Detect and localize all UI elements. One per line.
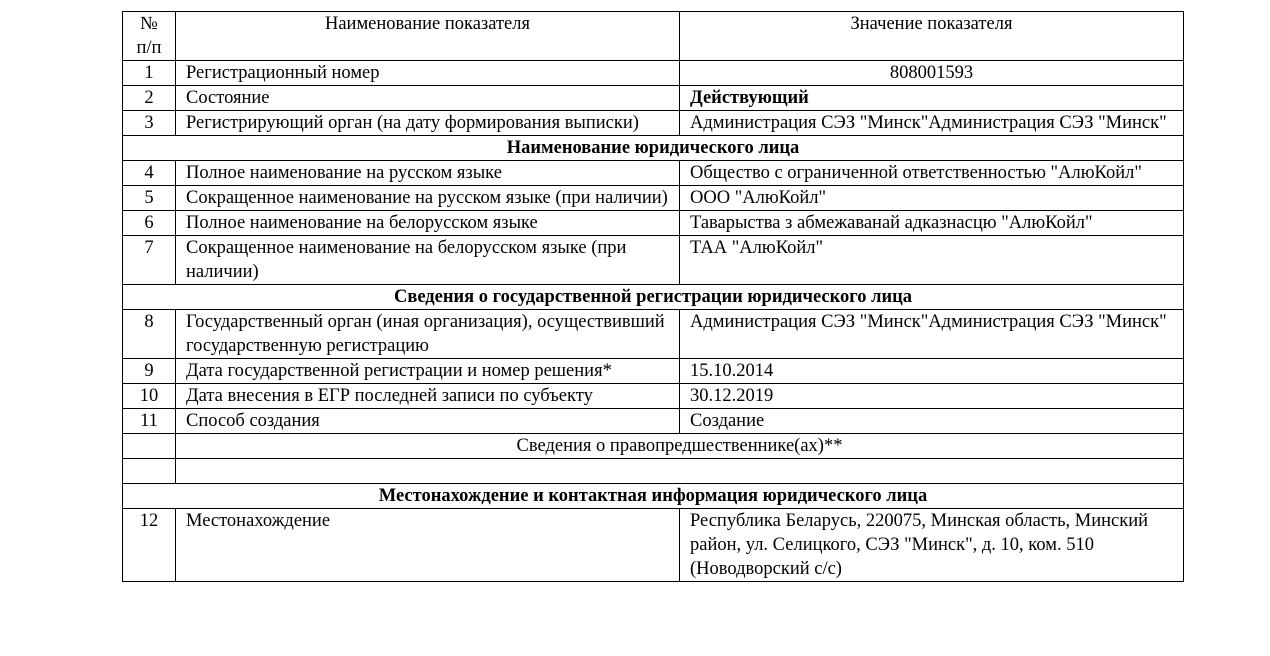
blank-row — [123, 459, 1184, 484]
header-indicator-value: Значение показателя — [680, 12, 1184, 61]
row-value: Таварыства з абмежаванай адказнасцю "АлюКойл" — [680, 211, 1184, 236]
row-value: Администрация СЭЗ "Минск"Администрация СЭЗ "Минск" — [680, 111, 1184, 136]
section-location-contacts: Местонахождение и контактная информация юридического лица — [123, 484, 1184, 509]
table-row — [123, 509, 1184, 582]
table-header-row — [123, 12, 1184, 61]
header-indicator-name: Наименование показателя — [176, 12, 680, 61]
row-value: 30.12.2019 — [680, 384, 1184, 409]
row-indicator: Полное наименование на белорусском языке — [176, 211, 680, 236]
table-row — [123, 186, 1184, 211]
subsection-row — [123, 434, 1184, 459]
row-number: 2 — [123, 86, 176, 111]
row-number: 3 — [123, 111, 176, 136]
table-row — [123, 409, 1184, 434]
table-row — [123, 111, 1184, 136]
section-state-registration: Сведения о государственной регистрации юридического лица — [123, 285, 1184, 310]
row-value: 15.10.2014 — [680, 359, 1184, 384]
section-row — [123, 484, 1184, 509]
table-row — [123, 61, 1184, 86]
section-row — [123, 285, 1184, 310]
empty-cell — [123, 434, 176, 459]
row-indicator: Способ создания — [176, 409, 680, 434]
subsection-predecessors: Сведения о правопредшественнике(ах)** — [176, 434, 1184, 459]
row-indicator: Регистрирующий орган (на дату формирования выписки) — [176, 111, 680, 136]
row-indicator: Регистрационный номер — [176, 61, 680, 86]
row-value: Администрация СЭЗ "Минск"Администрация СЭЗ "Минск" — [680, 310, 1184, 359]
row-number: 4 — [123, 161, 176, 186]
row-value: Действующий — [680, 86, 1184, 111]
table-row — [123, 86, 1184, 111]
empty-cell — [176, 459, 1184, 484]
row-number: 6 — [123, 211, 176, 236]
row-indicator: Государственный орган (иная организация), осуществивший государственную регистрацию — [176, 310, 680, 359]
row-value: ТАА "АлюКойл" — [680, 236, 1184, 285]
row-indicator: Сокращенное наименование на белорусском языке (при наличии) — [176, 236, 680, 285]
row-indicator: Полное наименование на русском языке — [176, 161, 680, 186]
table-row — [123, 211, 1184, 236]
table-row — [123, 310, 1184, 359]
table-row — [123, 161, 1184, 186]
row-indicator: Сокращенное наименование на русском языке (при наличии) — [176, 186, 680, 211]
table-row — [123, 359, 1184, 384]
row-value: 808001593 — [680, 61, 1184, 86]
row-value: Общество с ограниченной ответственностью "АлюКойл" — [680, 161, 1184, 186]
row-value: ООО "АлюКойл" — [680, 186, 1184, 211]
section-legal-name: Наименование юридического лица — [123, 136, 1184, 161]
section-row — [123, 136, 1184, 161]
row-number: 10 — [123, 384, 176, 409]
row-value: Создание — [680, 409, 1184, 434]
row-number: 7 — [123, 236, 176, 285]
row-number: 5 — [123, 186, 176, 211]
table-row — [123, 236, 1184, 285]
row-number: 11 — [123, 409, 176, 434]
row-number: 12 — [123, 509, 176, 582]
row-value: Республика Беларусь, 220075, Минская область, Минский район, ул. Селицкого, СЭЗ "Минск", д. 10, ком. 510 (Новодворский с/с) — [680, 509, 1184, 582]
row-indicator: Местонахождение — [176, 509, 680, 582]
row-indicator: Состояние — [176, 86, 680, 111]
row-indicator: Дата государственной регистрации и номер решения* — [176, 359, 680, 384]
row-number: 8 — [123, 310, 176, 359]
egr-extract-table — [122, 11, 1184, 582]
row-number: 1 — [123, 61, 176, 86]
empty-cell — [123, 459, 176, 484]
row-number: 9 — [123, 359, 176, 384]
header-number: № п/п — [123, 12, 176, 61]
row-indicator: Дата внесения в ЕГР последней записи по субъекту — [176, 384, 680, 409]
table-row — [123, 384, 1184, 409]
